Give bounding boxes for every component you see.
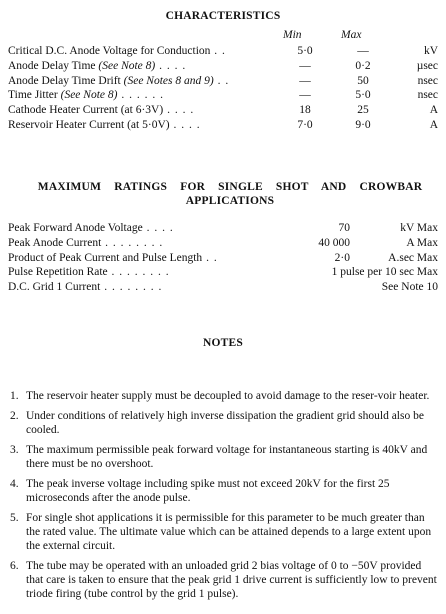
- notes-title: NOTES: [203, 337, 243, 349]
- rating-unit: See Note 10: [381, 281, 438, 294]
- max-value: 0·2: [355, 59, 371, 72]
- characteristic-label: Time Jitter (See Note 8) . . . . . .: [8, 89, 164, 102]
- ratings-title-line1: MAXIMUM RATINGS FOR SINGLE SHOT AND CROWBAR: [37, 181, 423, 193]
- max-value: 25: [357, 104, 369, 117]
- characteristics-row: [8, 118, 438, 132]
- note-reference: (See Note 8): [60, 89, 118, 102]
- characteristic-label: Anode Delay Time Drift (See Notes 8 and 9) . .: [8, 74, 230, 87]
- min-value: —: [299, 89, 311, 102]
- rating-value: 2·0: [334, 251, 350, 264]
- notes-list: [10, 389, 438, 607]
- rating-value: 70: [338, 222, 350, 234]
- leader-dots: . . . .: [155, 59, 187, 72]
- leader-dots: . . . . . .: [117, 89, 164, 102]
- note-reference: (See Notes 8 and 9): [123, 74, 214, 87]
- unit: µsec: [416, 59, 438, 72]
- note-text: Under conditions of relatively high inverse dissipation the gradient grid should also be cooled.: [26, 410, 424, 436]
- ratings-title: [20, 180, 440, 208]
- rating-label: D.C. Grid 1 Current . . . . . . . .: [8, 281, 163, 294]
- rating-unit: A.sec Max: [388, 251, 438, 264]
- characteristics-title: CHARACTERISTICS: [165, 10, 281, 22]
- note-text: For single shot applications it is permissible for this parameter to be much greater than the rated value. The ultimate value which can be attained depends to a large extent upon the external circuit.: [26, 512, 432, 552]
- min-value: —: [299, 74, 311, 87]
- leader-dots: . . . . . . . .: [101, 236, 164, 249]
- rating-row: [8, 265, 438, 279]
- max-value: 5·0: [355, 89, 371, 102]
- max-value: 9·0: [355, 119, 371, 131]
- max-value: —: [357, 45, 369, 57]
- leader-dots: . .: [202, 251, 218, 264]
- characteristics-row: [8, 103, 438, 117]
- rating-unit: A Max: [406, 236, 438, 249]
- rating-label: Pulse Repetition Rate . . . . . . . .: [8, 266, 170, 279]
- characteristic-label: Anode Delay Time (See Note 8) . . . .: [8, 59, 187, 72]
- rating-row: [8, 221, 438, 235]
- note-item: [10, 389, 438, 403]
- rating-unit: 1 pulse per 10 sec Max: [331, 266, 438, 279]
- characteristic-label: Reservoir Heater Current (at 5·0V) . . . .: [8, 119, 201, 131]
- note-number: 4.: [10, 478, 19, 490]
- note-item: [10, 477, 438, 505]
- characteristics-row: [8, 59, 438, 73]
- rating-value: 40 000: [318, 236, 350, 249]
- unit: nsec: [417, 89, 438, 102]
- note-number: 5.: [10, 512, 19, 524]
- min-value: 18: [299, 104, 311, 117]
- rating-label: Product of Peak Current and Pulse Length . .: [8, 251, 218, 264]
- note-item: [10, 559, 438, 601]
- min-column-header: Min: [283, 29, 302, 41]
- min-value: 7·0: [297, 119, 313, 131]
- note-text: The reservoir heater supply must be decoupled to avoid damage to the reser-voir heater.: [26, 390, 430, 402]
- unit: A: [429, 119, 438, 131]
- leader-dots: . . . . . . . .: [107, 266, 170, 279]
- characteristic-label: Cathode Heater Current (at 6·3V) . . . .: [8, 104, 195, 117]
- unit: A: [429, 104, 438, 117]
- characteristic-label: Critical D.C. Anode Voltage for Conduction . .: [8, 45, 226, 57]
- note-reference: (See Note 8): [98, 59, 156, 72]
- note-item: [10, 443, 438, 471]
- characteristics-row: [8, 44, 438, 58]
- ratings-title-line2: APPLICATIONS: [185, 195, 275, 207]
- characteristics-row: [8, 74, 438, 88]
- note-text: The peak inverse voltage including spike must not exceed 20kV for the first 25 microseconds after the anode pulse.: [26, 478, 390, 504]
- rating-row: [8, 251, 438, 265]
- leader-dots: . . . .: [169, 119, 201, 131]
- note-number: 2.: [10, 410, 19, 422]
- note-item: [10, 511, 438, 553]
- rating-label: Peak Anode Current . . . . . . . .: [8, 236, 164, 249]
- max-column-header: Max: [341, 29, 362, 41]
- note-number: 1.: [10, 390, 19, 402]
- rating-unit: kV Max: [400, 222, 438, 234]
- leader-dots: . .: [210, 45, 226, 57]
- rating-row: [8, 236, 438, 250]
- unit: kV: [423, 45, 438, 57]
- note-number: 3.: [10, 444, 19, 456]
- leader-dots: . . . .: [163, 104, 195, 117]
- characteristics-row: [8, 88, 438, 102]
- min-value: 5·0: [297, 45, 313, 57]
- leader-dots: . . . . . . . .: [100, 281, 163, 294]
- note-text: The tube may be operated with an unloaded grid 2 bias voltage of 0 to −50V provided that care is taken to ensure that the peak grid 1 drive current is sufficiently low to prevent triode firing (tube control by the grid 1 pulse).: [26, 560, 437, 600]
- rating-label: Peak Forward Anode Voltage . . . .: [8, 222, 174, 234]
- leader-dots: . . . .: [142, 222, 174, 234]
- min-value: —: [299, 59, 311, 72]
- note-text: The maximum permissible peak forward voltage for instantaneous starting is 40kV and there must be no overshoot.: [26, 444, 428, 470]
- unit: nsec: [417, 74, 438, 87]
- note-item: [10, 409, 438, 437]
- max-value: 50: [357, 74, 369, 87]
- leader-dots: . .: [213, 74, 230, 87]
- note-number: 6.: [10, 560, 19, 572]
- rating-row: [8, 280, 438, 294]
